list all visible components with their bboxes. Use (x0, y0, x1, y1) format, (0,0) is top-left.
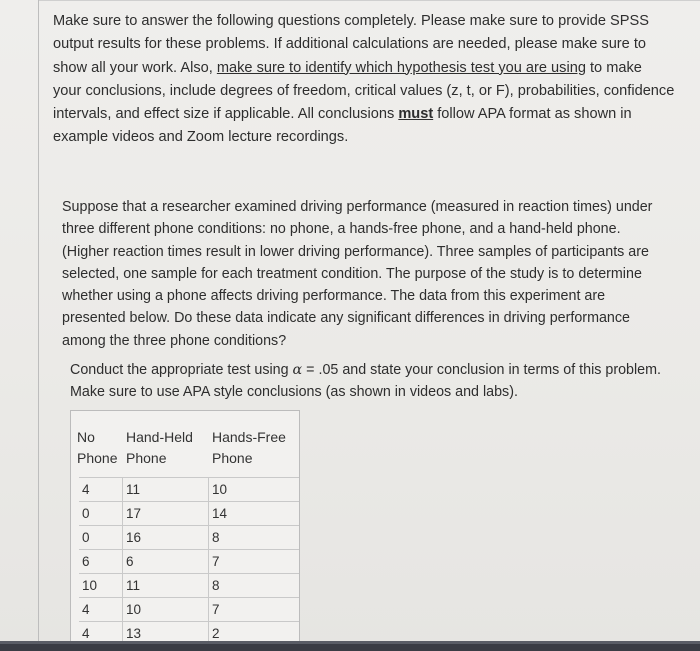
must-emphasis: must (398, 106, 434, 123)
problem-statement (62, 196, 662, 352)
hand-held-cell: 10 (122, 598, 208, 622)
table-row (79, 477, 299, 502)
hands-free-cell: 2 (208, 622, 299, 646)
instructions-line-2: output results for these problems. If additional calculations are needed, please make sure to (53, 36, 647, 53)
no-phone-cell: 0 (82, 506, 90, 521)
hands-free-cell: 7 (208, 550, 299, 574)
conduct-line-1-start: Conduct the appropriate test using (70, 362, 293, 378)
instructions-line-3-start: show all your work. Also, (53, 59, 217, 76)
no-phone-cell: 4 (82, 482, 90, 497)
instructions-line-4: your conclusions, include degrees of freedom, critical values (z, t, or F), probabilities, confidence (53, 82, 675, 99)
header-hands-free-line-1: Hands-Free (212, 429, 286, 445)
instructions-line-5-end: follow APA format as shown in (433, 106, 632, 123)
instructions-line-3 (53, 57, 693, 80)
header-hand-held (126, 427, 193, 469)
hands-free-cell: 8 (208, 526, 299, 550)
table-row (79, 597, 299, 622)
header-no-phone (77, 427, 117, 469)
hand-held-cell: 11 (122, 574, 208, 598)
no-phone-cell: 6 (82, 554, 90, 569)
problem-line-2: three different phone conditions: no phone, a hands-free phone, and a hand-held phone. (62, 221, 621, 238)
table-row (79, 501, 299, 526)
hand-held-cell: 16 (122, 526, 208, 550)
hand-held-cell: 13 (122, 622, 208, 646)
instructions-line-5-start: intervals, and effect size if applicable. All conclusions (53, 106, 399, 123)
problem-line-6: presented below. Do these data indicate any significant differences in driving performance (62, 310, 630, 327)
frame-top-border (38, 0, 700, 1)
problem-line-5: whether using a phone affects driving performance. The data from this experiment are (62, 288, 606, 305)
bottom-edge-strip (0, 641, 700, 651)
table-row (79, 525, 299, 550)
no-phone-cell: 4 (82, 602, 90, 617)
problem-line-4: selected, one sample for each treatment condition. The purpose of the study is to determine (62, 265, 642, 282)
hands-free-cell: 8 (208, 574, 299, 598)
instructions-line-6: example videos and Zoom lecture recordings. (53, 129, 349, 146)
hand-held-cell: 11 (122, 478, 208, 502)
instructions-paragraph (53, 10, 693, 150)
problem-line-3: (Higher reaction times result in lower driving performance). Three samples of participants are (62, 243, 649, 260)
header-hands-free (212, 427, 286, 469)
no-phone-cell: 0 (82, 530, 90, 545)
table-row (79, 549, 299, 574)
hand-held-cell: 6 (122, 550, 208, 574)
data-table (70, 410, 300, 646)
table-row (79, 573, 299, 598)
hands-free-cell: 7 (208, 598, 299, 622)
frame-left-border (38, 0, 39, 641)
no-phone-cell: 4 (82, 626, 90, 641)
hypothesis-test-underline: make sure to identify which hypothesis test you are using (216, 59, 586, 76)
header-hand-held-line-1: Hand-Held (126, 429, 193, 445)
hand-held-cell: 17 (122, 502, 208, 526)
conduct-line-1 (70, 359, 670, 381)
header-hand-held-line-2: Phone (126, 450, 167, 466)
problem-line-7: among the three phone conditions? (62, 332, 287, 349)
instructions-line-5 (53, 103, 693, 126)
hands-free-cell: 14 (208, 502, 299, 526)
hands-free-cell: 10 (208, 478, 299, 502)
header-no-phone-line-2: Phone (77, 450, 118, 466)
problem-line-1: Suppose that a researcher examined driving performance (measured in reaction times) under (62, 199, 653, 215)
header-no-phone-line-1: No (77, 429, 95, 445)
conduct-line-2: Make sure to use APA style conclusions (as shown in videos and labs). (70, 384, 518, 400)
instructions-line-3-end: to make (585, 59, 642, 76)
conduct-line-1-end: = .05 and state your conclusion in terms of this problem. (302, 362, 662, 378)
header-hands-free-line-2: Phone (212, 450, 253, 466)
instructions-line-1: Make sure to answer the following questions completely. Please make sure to provide SPSS (53, 13, 649, 29)
no-phone-cell: 10 (82, 578, 98, 593)
alpha-symbol: α (292, 362, 303, 378)
conduct-instructions (70, 359, 670, 403)
